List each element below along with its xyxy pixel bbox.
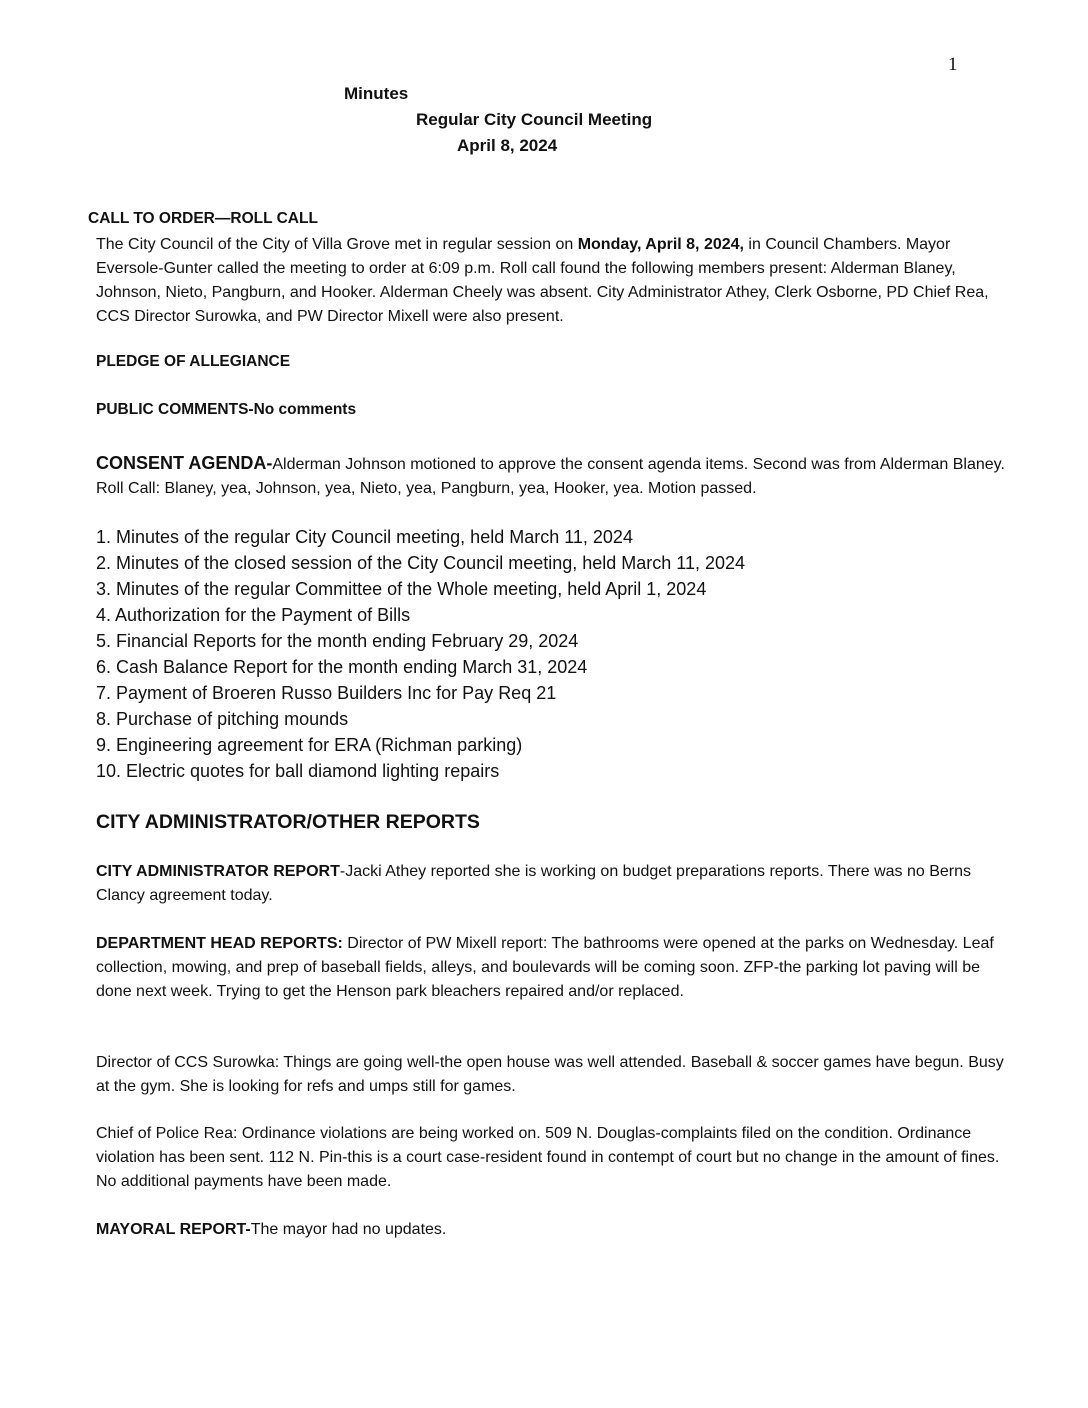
call-to-order-heading: CALL TO ORDER—ROLL CALL — [88, 210, 318, 227]
list-item: 9. Engineering agreement for ERA (Richman parking) — [96, 735, 523, 755]
reports-heading: CITY ADMINISTRATOR/OTHER REPORTS — [96, 811, 480, 833]
pledge-heading: PLEDGE OF ALLEGIANCE — [96, 353, 291, 370]
mayoral-report — [96, 1218, 1006, 1242]
document-title-date: April 8, 2024 — [457, 136, 558, 155]
list-item: 6. Cash Balance Report for the month ending March 31, 2024 — [96, 657, 588, 677]
call-to-order-paragraph — [96, 233, 1006, 329]
list-item: 3. Minutes of the regular Committee of the Whole meeting, held April 1, 2024 — [96, 579, 707, 599]
mayoral-report-text: The mayor had no updates. — [250, 1221, 447, 1238]
list-item: 2. Minutes of the closed session of the City Council meeting, held March 11, 2024 — [96, 553, 746, 573]
city-administrator-report — [96, 860, 1006, 908]
list-item: 4. Authorization for the Payment of Bills — [96, 605, 411, 625]
department-head-reports — [96, 932, 1006, 1004]
city-administrator-report-text: -Jacki Athey reported she is working on budget preparations reports. There was no Berns Clancy agreement today. — [96, 863, 972, 904]
list-item: 5. Financial Reports for the month ending February 29, 2024 — [96, 631, 579, 651]
list-item: 1. Minutes of the regular City Council meeting, held March 11, 2024 — [96, 527, 633, 547]
consent-agenda-text: Alderman Johnson motioned to approve the consent agenda items. Second was from Alderman Blaney. Roll Call: Blaney, yea, Johnson, yea, Nieto, yea, Pangburn, yea, Hooker, yea. Motion passed. — [96, 456, 1005, 497]
mayoral-report-label: MAYORAL REPORT- — [96, 1221, 251, 1238]
consent-agenda-label: CONSENT AGENDA- — [96, 453, 273, 473]
list-item: 10. Electric quotes for ball diamond lighting repairs — [96, 761, 500, 781]
document-title-minutes: Minutes — [344, 84, 409, 103]
call-to-order-text-end: in Council Chambers. Mayor Eversole-Gunter called the meeting to order at 6:09 p.m. Roll call found the following members present: Alderman Blaney, Johnson, Nieto, Pangburn, and Hooker. Alderman Cheely was absent. City Administrator Athey, Clerk Osborne, PD Chief Rea, CCS Director Surowka, and PW Director Mixell were also present. — [96, 236, 989, 325]
ccs-director-report: Director of CCS Surowka: Things are going well-the open house was well attended. Baseball & soccer games have begun. Busy at the gym. She is looking for refs and umps still for games. — [96, 1054, 1004, 1095]
list-item: 8. Purchase of pitching mounds — [96, 709, 349, 729]
city-administrator-report-label: CITY ADMINISTRATOR REPORT — [96, 863, 340, 880]
meeting-date-bold: Monday, April 8, 2024, — [577, 236, 744, 253]
page-number: 1 — [948, 54, 958, 75]
consent-agenda-list — [96, 524, 745, 784]
document-title-meeting: Regular City Council Meeting — [416, 110, 653, 129]
list-item: 7. Payment of Broeren Russo Builders Inc for Pay Req 21 — [96, 683, 557, 703]
department-head-reports-label: DEPARTMENT HEAD REPORTS: — [96, 935, 343, 952]
consent-agenda-paragraph — [96, 451, 1006, 501]
call-to-order-text-start: The City Council of the City of Villa Grove met in regular session on — [96, 236, 578, 253]
police-chief-report: Chief of Police Rea: Ordinance violations are being worked on. 509 N. Douglas-complaints filed on the condition. Ordinance violation has been sent. 112 N. Pin-this is a court case-resident found in contempt of court but no change in the amount of fines. No additional payments have been made. — [96, 1125, 1000, 1190]
department-head-reports-text: Director of PW Mixell report: The bathrooms were opened at the parks on Wednesday. Leaf collection, mowing, and prep of baseball fields, alleys, and boulevards will be coming soon. ZFP-the parking lot paving will be done next week. Trying to get the Henson park bleachers repaired and/or replaced. — [96, 935, 994, 1000]
public-comments-heading: PUBLIC COMMENTS-No comments — [96, 401, 357, 418]
